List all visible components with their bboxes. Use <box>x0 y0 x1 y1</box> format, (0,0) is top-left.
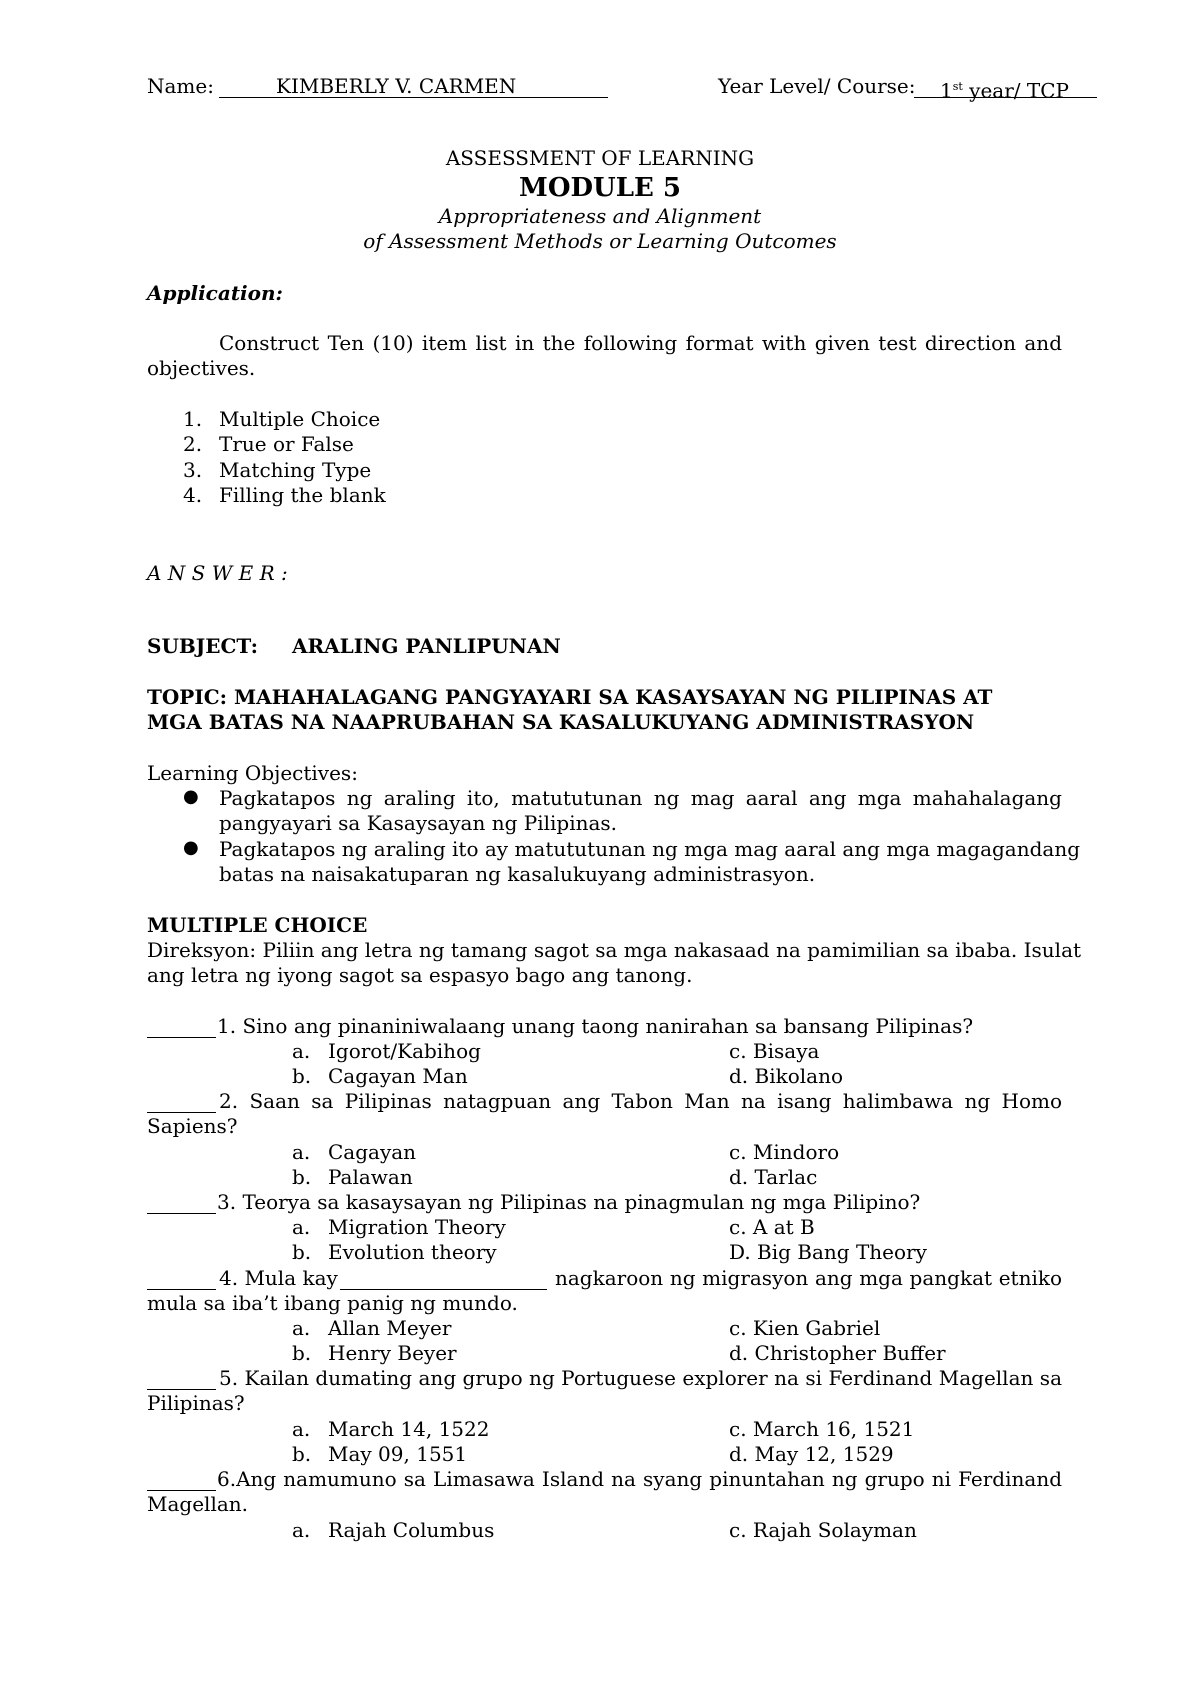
choice-text: Allan Meyer <box>328 1316 452 1340</box>
choice-text: May 09, 1551 <box>328 1442 468 1466</box>
objective-line: Pagkatapos ng araling ito, matututunan ng mag aaral ang mga mahahalagang <box>219 786 1062 810</box>
format-item: Matching Type <box>219 458 372 482</box>
question-text: 3. Teorya sa kasaysayan ng Pilipinas na pinagmulan ng mga Pilipino? <box>217 1190 921 1214</box>
choice-text: c. March 16, 1521 <box>729 1417 915 1441</box>
choice-text: c. Rajah Solayman <box>729 1518 917 1542</box>
format-item: Multiple Choice <box>219 407 381 431</box>
subject-value: ARALING PANLIPUNAN <box>292 634 561 658</box>
choice-letter: b. <box>292 1240 312 1264</box>
choice-letter: b. <box>292 1442 312 1466</box>
choice-text: c. A at B <box>729 1215 815 1239</box>
direction-line2: ang letra ng iyong sagot sa espasyo bago ang tanong. <box>147 963 693 987</box>
format-num: 1. <box>183 407 203 431</box>
question-text: 2. Saan sa Pilipinas natagpuan ang Tabon Man na isang halimbawa ng Homo <box>219 1089 1062 1113</box>
format-num: 4. <box>183 483 203 507</box>
choice-letter: a. <box>292 1518 311 1542</box>
question-text: Magellan. <box>147 1492 248 1516</box>
answer-blank <box>147 1490 216 1491</box>
choice-text: Henry Beyer <box>328 1341 457 1365</box>
choice-text: c. Kien Gabriel <box>729 1316 881 1340</box>
choice-text: d. May 12, 1529 <box>729 1442 894 1466</box>
format-num: 2. <box>183 432 203 456</box>
choice-letter: a. <box>292 1417 311 1441</box>
choice-letter: a. <box>292 1140 311 1164</box>
objective-line: pangyayari sa Kasaysayan ng Pilipinas. <box>219 811 618 835</box>
multiple-choice-heading: MULTIPLE CHOICE <box>147 913 368 937</box>
name-underline <box>219 97 608 98</box>
name-value: KIMBERLY V. CARMEN <box>276 74 517 98</box>
choice-text: D. Big Bang Theory <box>729 1240 927 1264</box>
question-text: 6.Ang namumuno sa Limasawa Island na syang pinuntahan ng grupo ni Ferdinand <box>217 1467 1062 1491</box>
answer-blank <box>147 1389 216 1390</box>
topic-line2: MGA BATAS NA NAAPRUBAHAN SA KASALUKUYANG ADMINISTRASYON <box>147 710 975 734</box>
course-label: Year Level/ Course: <box>718 74 916 98</box>
subject-label: SUBJECT: <box>147 634 258 658</box>
choice-text: Migration Theory <box>328 1215 506 1239</box>
choice-text: d. Tarlac <box>729 1165 818 1189</box>
objective-line: Pagkatapos ng araling ito ay matututunan ng mga mag aaral ang mga magagandang <box>219 837 1081 861</box>
choice-text: Evolution theory <box>328 1240 497 1264</box>
format-item: True or False <box>219 432 354 456</box>
choice-text: c. Mindoro <box>729 1140 840 1164</box>
instruction-line1: Construct Ten (10) item list in the following format with given test direction and <box>219 331 1062 355</box>
answer-blank <box>147 1037 216 1038</box>
choice-letter: a. <box>292 1316 311 1340</box>
answer-blank <box>147 1289 216 1290</box>
question-text: Sapiens? <box>147 1114 238 1138</box>
format-num: 3. <box>183 458 203 482</box>
fill-blank <box>340 1289 547 1290</box>
subtitle-line2: of Assessment Methods or Learning Outcomes <box>363 229 837 253</box>
choice-text: d. Bikolano <box>729 1064 844 1088</box>
instruction-line2: objectives. <box>147 356 256 380</box>
choice-text: Igorot/Kabihog <box>328 1039 481 1063</box>
question-text: 4. Mula kay <box>219 1266 338 1290</box>
question-text: 5. Kailan dumating ang grupo ng Portuguese explorer na si Ferdinand Magellan sa <box>219 1366 1062 1390</box>
bullet-icon: ● <box>183 837 199 858</box>
choice-text: c. Bisaya <box>729 1039 820 1063</box>
choice-text: Cagayan <box>328 1140 417 1164</box>
name-label: Name: <box>147 74 214 98</box>
course-value: 1st year/ TCP <box>940 78 1069 103</box>
topic-line1: TOPIC: MAHAHALAGANG PANGYAYARI SA KASAYSAYAN NG PILIPINAS AT <box>147 685 993 709</box>
course-underline <box>914 97 1097 98</box>
bullet-icon: ● <box>183 786 199 807</box>
objectives-heading: Learning Objectives: <box>147 761 358 785</box>
choice-letter: b. <box>292 1064 312 1088</box>
objective-line: batas na naisakatuparan ng kasalukuyang administrasyon. <box>219 862 816 886</box>
answer-heading: A N S W E R : <box>147 561 288 585</box>
module-title: MODULE 5 <box>519 173 681 203</box>
question-text: mula sa iba’t ibang panig ng mundo. <box>147 1291 518 1315</box>
subtitle-line1: Appropriateness and Alignment <box>438 204 762 228</box>
question-text: nagkaroon ng migrasyon ang mga pangkat etniko <box>555 1266 1062 1290</box>
choice-letter: b. <box>292 1165 312 1189</box>
answer-blank <box>147 1112 216 1113</box>
choice-letter: a. <box>292 1039 311 1063</box>
choice-letter: b. <box>292 1341 312 1365</box>
question-text: 1. Sino ang pinaniniwalaang unang taong nanirahan sa bansang Pilipinas? <box>217 1014 974 1038</box>
choice-text: d. Christopher Buffer <box>729 1341 946 1365</box>
direction-line1: Direksyon: Piliin ang letra ng tamang sagot sa mga nakasaad na pamimilian sa ibaba. Isulat <box>147 938 1082 962</box>
answer-blank <box>147 1213 216 1214</box>
choice-text: Rajah Columbus <box>328 1518 495 1542</box>
choice-text: March 14, 1522 <box>328 1417 490 1441</box>
format-item: Filling the blank <box>219 483 386 507</box>
question-text: Pilipinas? <box>147 1391 245 1415</box>
choice-text: Palawan <box>328 1165 413 1189</box>
choice-letter: a. <box>292 1215 311 1239</box>
application-heading: Application: <box>147 281 283 305</box>
choice-text: Cagayan Man <box>328 1064 468 1088</box>
assessment-title: ASSESSMENT OF LEARNING <box>445 146 755 170</box>
